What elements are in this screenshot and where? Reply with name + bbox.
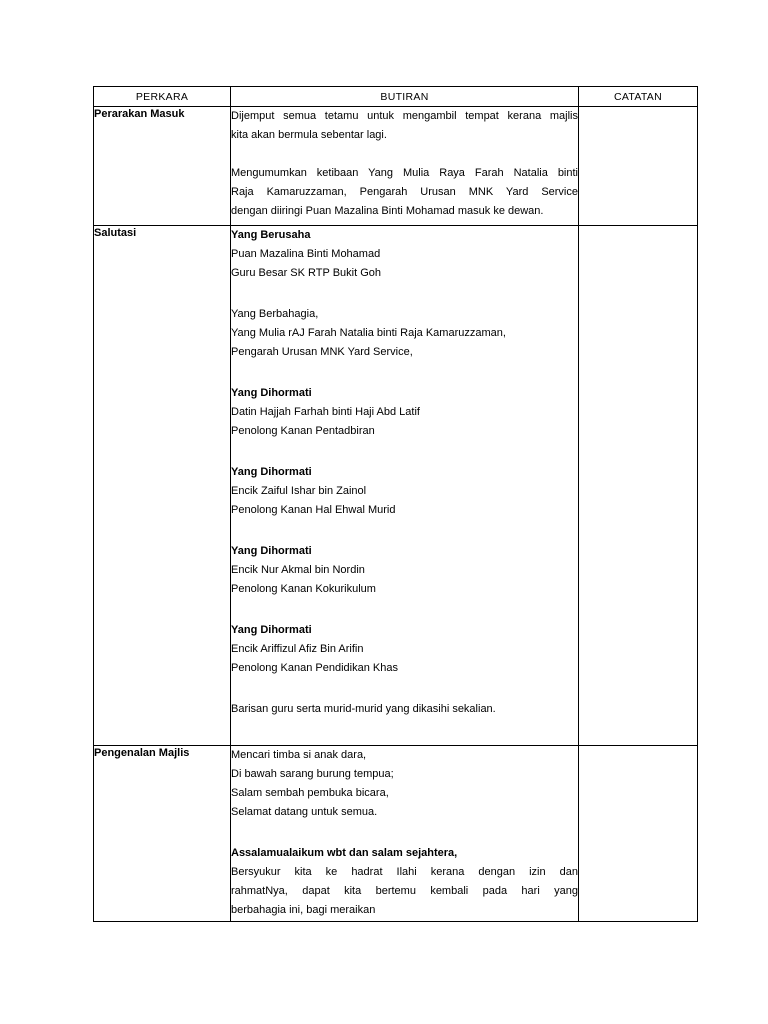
salutation-role: Penolong Kanan Pentadbiran bbox=[231, 425, 375, 437]
salutation-role: Pengarah Urusan MNK Yard Service, bbox=[231, 346, 413, 358]
butiran-line: Dijemput semua tetamu untuk mengambil tempat kerana majlis bbox=[231, 110, 578, 122]
table-row bbox=[94, 746, 698, 922]
butiran-line: dengan diiringi Puan Mazalina Binti Mohamad masuk ke dewan. bbox=[231, 205, 544, 217]
catatan-cell bbox=[579, 746, 698, 922]
catatan-cell bbox=[579, 226, 698, 746]
table-row bbox=[94, 107, 698, 226]
butiran-line: Mengumumkan ketibaan Yang Mulia Raya Farah Natalia binti bbox=[231, 167, 578, 179]
paragraph-line: rahmatNya, dapat kita bertemu kembali pada hari yang bbox=[231, 885, 578, 897]
paragraph-line: berbahagia ini, bagi meraikan bbox=[231, 904, 376, 916]
perkara-cell: Salutasi bbox=[94, 226, 231, 746]
butiran-cell bbox=[231, 226, 579, 746]
butiran-line: Raja Kamaruzzaman, Pengarah Urusan MNK Yard Service bbox=[231, 186, 578, 198]
paragraph-line: Bersyukur kita ke hadrat Ilahi kerana dengan izin dan bbox=[231, 866, 578, 878]
pantun-line: Selamat datang untuk semua. bbox=[231, 806, 378, 818]
salutation-name: Encik Ariffizul Afiz Bin Arifin bbox=[231, 643, 364, 655]
pantun-line: Mencari timba si anak dara, bbox=[231, 749, 367, 761]
butiran-cell bbox=[231, 746, 579, 922]
salutation-name: Encik Zaiful Ishar bin Zainol bbox=[231, 485, 367, 497]
salutation-title: Yang Berusaha bbox=[231, 229, 311, 241]
salutation-title: Yang Dihormati bbox=[231, 624, 312, 636]
salutation-name: Datin Hajjah Farhah binti Haji Abd Latif bbox=[231, 406, 420, 418]
butiran-cell bbox=[231, 107, 579, 226]
header-butiran: BUTIRAN bbox=[231, 87, 579, 107]
table-header-row bbox=[94, 87, 698, 107]
table-row bbox=[94, 226, 698, 746]
salutation-title: Yang Dihormati bbox=[231, 387, 312, 399]
perkara-cell: Pengenalan Majlis bbox=[94, 746, 231, 922]
salutation-name: Puan Mazalina Binti Mohamad bbox=[231, 248, 381, 260]
salutation-name: Yang Mulia rAJ Farah Natalia binti Raja Kamaruzzaman, bbox=[231, 327, 506, 339]
salutation-title: Yang Berbahagia, bbox=[231, 308, 319, 320]
perkara-cell: Perarakan Masuk bbox=[94, 107, 231, 226]
salutation-closing: Barisan guru serta murid-murid yang dikasihi sekalian. bbox=[231, 703, 496, 715]
salutation-role: Penolong Kanan Kokurikulum bbox=[231, 583, 376, 595]
butiran-line: kita akan bermula sebentar lagi. bbox=[231, 129, 387, 141]
pantun-line: Di bawah sarang burung tempua; bbox=[231, 768, 394, 780]
agenda-table bbox=[93, 86, 698, 922]
salutation-role: Guru Besar SK RTP Bukit Goh bbox=[231, 267, 381, 279]
pantun-line: Salam sembah pembuka bicara, bbox=[231, 787, 389, 799]
salutation-name: Encik Nur Akmal bin Nordin bbox=[231, 564, 365, 576]
salutation-role: Penolong Kanan Pendidikan Khas bbox=[231, 662, 398, 674]
header-catatan: CATATAN bbox=[579, 87, 698, 107]
header-perkara: PERKARA bbox=[94, 87, 231, 107]
catatan-cell bbox=[579, 107, 698, 226]
salutation-title: Yang Dihormati bbox=[231, 466, 312, 478]
salutation-title: Yang Dihormati bbox=[231, 545, 312, 557]
salutation-role: Penolong Kanan Hal Ehwal Murid bbox=[231, 504, 396, 516]
greeting-line: Assalamualaikum wbt dan salam sejahtera, bbox=[231, 847, 458, 859]
